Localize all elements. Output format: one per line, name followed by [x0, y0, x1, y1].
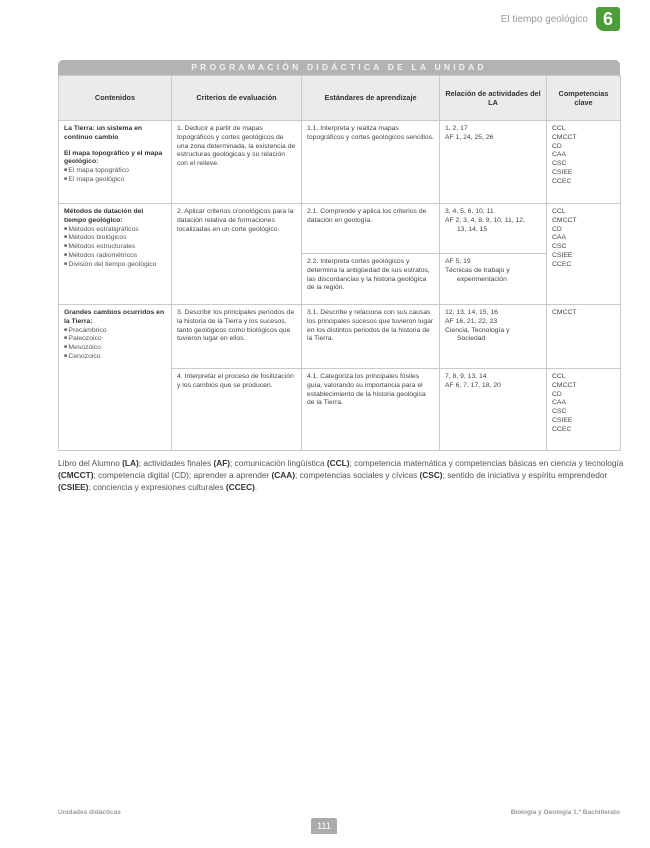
col-header-competencias: Competencias clave	[547, 76, 621, 121]
competencias-cell: CCL CMCCT CD CAA CSC CSIEE CCEC	[547, 369, 621, 451]
footer-section-title: Unidades didácticas	[58, 809, 121, 816]
competencias-cell: CMCCT	[547, 305, 621, 369]
actividades-cell: 3, 4, 5, 6, 10, 11 AF 2, 3, 4, 8, 9, 10, 11, 12, 13, 14, 15	[440, 204, 547, 254]
competencias-cell: CCL CMCCT CD CAA CSC CSIEE CCEC	[547, 204, 621, 305]
competencias-cell: CCL CMCCT CD CAA CSC CSIEE CCEC	[547, 121, 621, 204]
col-header-actividades: Relación de actividades del LA	[440, 76, 547, 121]
table-row	[59, 305, 621, 369]
table-header-row	[59, 76, 621, 121]
actividades-cell: 12, 13, 14, 15, 16 AF 16, 21, 22, 23 Ciencia, Tecnología y Sociedad	[440, 305, 547, 369]
estandar-cell: 2.1. Comprende y aplica los criterios de datación en geología.	[302, 204, 440, 254]
col-header-contenidos: Contenidos	[59, 76, 172, 121]
col-header-estandares: Estándares de aprendizaje	[302, 76, 440, 121]
chapter-header	[501, 8, 620, 30]
criterio-cell: 2. Aplicar criterios cronológicos para la datación relativa de formaciones localizadas en un corte geológico.	[172, 204, 302, 305]
estandar-cell: 4.1. Categoriza los principales fósiles guía, valorando su importancia para el establecimiento de la historia geológica de la Tierra.	[302, 369, 440, 451]
abbreviations-legend: Libro del Alumno (LA); actividades finales (AF); comunicación lingüística (CCL); competencia matemática y competencias básicas en ciencia y tecnología (CMCCT); competencia digital (CD); aprender a aprender (CAA); competencias sociales y cívicas (CSC); sentido de iniciativa y espíritu emprendedor (CSIEE); conciencia y expresiones culturales (CCEC).	[58, 458, 624, 493]
chapter-title: El tiempo geológico	[500, 13, 588, 25]
actividades-cell: 7, 8, 9, 13, 14 AF 6, 7, 17, 18, 20	[440, 369, 547, 451]
contenidos-cell: Grandes cambios ocurridos en la Tierra: ■ Precámbrico ■ Paleozoico ■ Mesozoico ■ Cenozoico	[59, 305, 172, 451]
actividades-cell: AF 5, 19 Técnicas de trabajo y experimentación	[440, 254, 547, 305]
programming-table	[58, 60, 620, 451]
criterio-cell: 3. Describir los principales períodos de la historia de la Tierra y los sucesos, tanto geológicos como biológicos que tuvieron lugar en ellos.	[172, 305, 302, 369]
contenidos-cell: Métodos de datación del tiempo geológico: ■ Métodos estratigráficos ■ Métodos biológicos ■ Métodos estructurales ■ Métodos radiométricos ■ División del tiempo geológico	[59, 204, 172, 305]
table-row	[59, 204, 621, 254]
estandar-cell: 3.1. Describe y relaciona con sus causas los principales sucesos que tuvieron lugar en los distintos periodos de la historia de la Tierra.	[302, 305, 440, 369]
col-header-criterios: Criterios de evaluación	[172, 76, 302, 121]
footer-book-title: Biología y Geología 1.º Bachillerato	[510, 809, 620, 816]
contenidos-cell: La Tierra: un sistema en continuo cambio El mapa topográfico y el mapa geológico: ■ El mapa topográfico ■ El mapa geológico	[59, 121, 172, 204]
actividades-cell: 1, 2, 17 AF 1, 24, 25, 26	[440, 121, 547, 204]
criterio-cell: 1. Deducir a partir de mapas topográficos y cortes geológicos de una zona determinada, la existencia de estructuras geológicas y su relación con el relieve.	[172, 121, 302, 204]
criterio-cell: 4. Interpretar el proceso de fosilización y los cambios que se producen.	[172, 369, 302, 451]
page-number: 111	[311, 818, 337, 834]
table-row	[59, 121, 621, 204]
chapter-number-badge: 6	[596, 7, 620, 31]
estandar-cell: 1.1. Interpreta y realiza mapas topográficos y cortes geológicos sencillos.	[302, 121, 440, 204]
estandar-cell: 2.2. Interpreta cortes geológicos y determina la antigüedad de sus estratos, las discordancias y la historia geológica de la región.	[302, 254, 440, 305]
table-banner: PROGRAMACIÓN DIDÁCTICA DE LA UNIDAD	[58, 60, 620, 75]
